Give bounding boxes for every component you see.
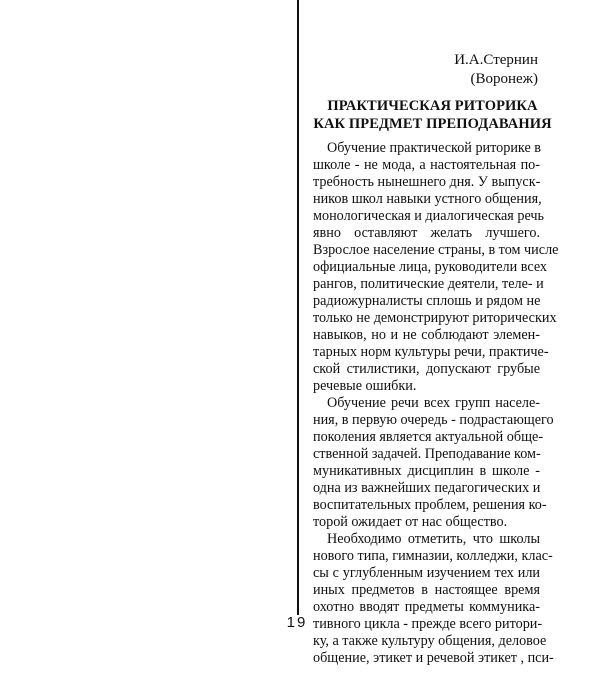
paragraph-1-line: школе - не мода, а настоятельная по-	[313, 157, 540, 173]
paragraph-1-line: Обучение практической риторике в	[327, 140, 542, 156]
paragraph-2-line: ственной задачей. Преподавание ком-	[313, 446, 541, 462]
paragraph-3-line: нового типа, гимназии, колледжи, клас-	[313, 548, 553, 564]
paragraph-3-line: ку, а также культуру общения, деловое	[313, 633, 547, 649]
paragraph-2-line: одна из важнейших педагогических и	[313, 480, 541, 496]
paragraph-1-line: Взрослое население страны, в том числе	[313, 242, 559, 258]
paragraph-2-line: торой ожидает от нас общество.	[313, 514, 508, 530]
title-line-1: ПРАКТИЧЕСКАЯ РИТОРИКА	[327, 98, 538, 114]
author-block	[454, 51, 538, 89]
paragraph-3-line: иных предметов в настоящее время	[313, 582, 540, 598]
title-line-2: КАК ПРЕДМЕТ ПРЕПОДАВАНИЯ	[313, 116, 552, 132]
page-number: 19	[286, 614, 308, 631]
paragraph-1-line: рангов, политические деятели, теле- и	[313, 276, 544, 292]
paragraph-2-line: Обучение речи всех групп населе-	[327, 395, 540, 411]
paragraph-2-line: ния, в первую очередь - подрастающего	[313, 412, 554, 428]
paragraph-1-line: ской стилистики, допускают грубые	[313, 361, 540, 377]
paragraph-1-line: официальные лица, руководители всех	[313, 259, 548, 275]
column-divider-line	[297, 0, 299, 615]
paragraph-2-line: воспитательных проблем, решения ко-	[313, 497, 547, 513]
paragraph-1-line: монологическая и диалогическая речь	[313, 208, 545, 224]
article-title	[300, 97, 565, 133]
paragraph-3-line: охотно вводят предметы коммуника-	[313, 599, 540, 615]
paragraph-2-line: поколения является актуальной обще-	[313, 429, 544, 445]
author-name: И.А.Стернин	[454, 52, 538, 68]
paragraph-1-line: требность нынешнего дня. У выпуск-	[313, 174, 541, 190]
paragraph-3-line: общение, этикет и речевой этикет , пси-	[313, 650, 554, 666]
paragraph-1-line: ников школ навыки устного общения,	[313, 191, 542, 207]
paragraph-2-line: муникативных дисциплин в школе -	[313, 463, 540, 479]
paragraph-1-line: радиожурналисты сплошь и рядом не	[313, 293, 541, 309]
article-body	[313, 140, 559, 667]
paragraph-3-line: Необходимо отметить, что школы	[327, 531, 540, 547]
paragraph-3-line: тивного цикла - прежде всего ритори-	[313, 616, 543, 632]
paragraph-1-line: только не демонстрируют риторических	[313, 310, 557, 326]
paragraph-1-line: навыков, но и не соблюдают элемен-	[313, 327, 540, 343]
paragraph-1-line: тарных норм культуры речи, практиче-	[313, 344, 549, 360]
paragraph-1-line: речевые ошибки.	[313, 378, 417, 394]
paragraph-3-line: сы с углубленным изучением тех или	[313, 565, 540, 581]
author-city: (Воронеж)	[470, 71, 538, 87]
paragraph-1-line: явно оставляют желать лучшего.	[313, 225, 540, 241]
